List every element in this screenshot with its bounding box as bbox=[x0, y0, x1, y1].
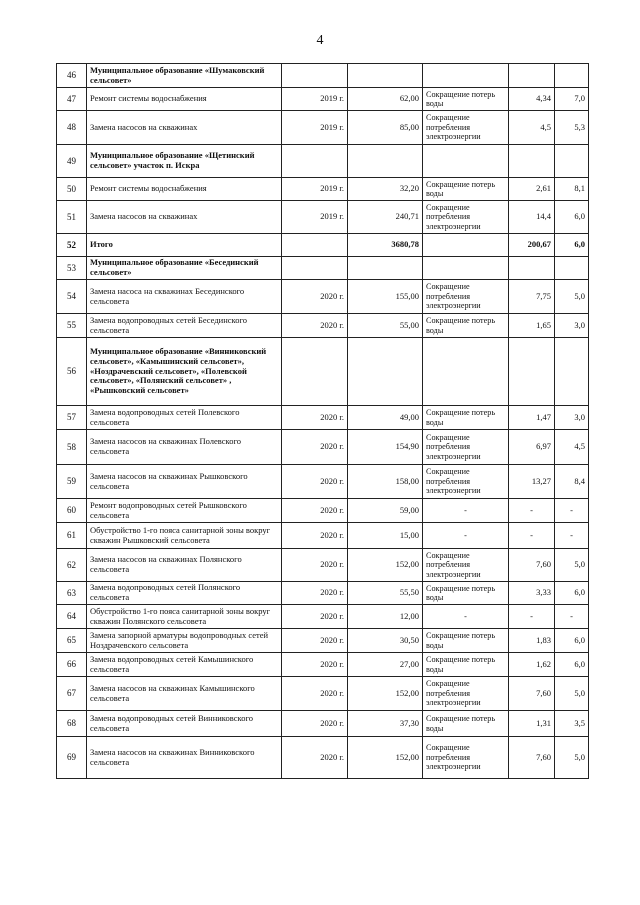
payback-cell: 3,5 bbox=[555, 711, 589, 737]
measure-name-cell: Обустройство 1-го пояса санитарной зоны вокруг скважин Рышковский сельсовета bbox=[87, 523, 282, 549]
saving-cell: 14,4 bbox=[509, 201, 555, 234]
table-row bbox=[57, 677, 589, 711]
measure-name-cell: Замена насосов на скважинах Камышинского сельсовета bbox=[87, 677, 282, 711]
row-number-cell: 52 bbox=[57, 234, 87, 257]
cost-cell: 37,30 bbox=[348, 711, 423, 737]
section-row bbox=[57, 338, 589, 406]
row-number-cell: 61 bbox=[57, 523, 87, 549]
cost-cell: 12,00 bbox=[348, 605, 423, 629]
measure-name-cell: Муниципальное образование «Винниковский сельсовет», «Камышинский сельсовет», «Ноздрачевский сельсовет», «Полевской сельсовет», «Полянский сельсовет» , «Рышковский сельсовет» bbox=[87, 338, 282, 406]
row-number-cell: 47 bbox=[57, 88, 87, 111]
table-row bbox=[57, 605, 589, 629]
effect-cell: - bbox=[423, 499, 509, 523]
year-cell: 2020 г. bbox=[282, 582, 348, 605]
saving-cell bbox=[509, 64, 555, 88]
payback-cell bbox=[555, 257, 589, 280]
saving-cell bbox=[509, 257, 555, 280]
year-cell: 2020 г. bbox=[282, 499, 348, 523]
row-number-cell: 53 bbox=[57, 257, 87, 280]
section-row bbox=[57, 64, 589, 88]
payback-cell: 8,4 bbox=[555, 465, 589, 499]
payback-cell: 8,1 bbox=[555, 178, 589, 201]
measure-name-cell: Замена водопроводных сетей Полевского сельсовета bbox=[87, 406, 282, 430]
row-number-cell: 54 bbox=[57, 280, 87, 314]
row-number-cell: 66 bbox=[57, 653, 87, 677]
cost-cell bbox=[348, 257, 423, 280]
cost-cell: 59,00 bbox=[348, 499, 423, 523]
payback-cell: 5,0 bbox=[555, 549, 589, 582]
year-cell: 2019 г. bbox=[282, 88, 348, 111]
saving-cell: - bbox=[509, 499, 555, 523]
cost-cell: 49,00 bbox=[348, 406, 423, 430]
measure-name-cell: Обустройство 1-го пояса санитарной зоны вокруг скважин Полянского сельсовета bbox=[87, 605, 282, 629]
saving-cell bbox=[509, 338, 555, 406]
cost-cell bbox=[348, 145, 423, 178]
year-cell: 2020 г. bbox=[282, 406, 348, 430]
effect-cell bbox=[423, 338, 509, 406]
year-cell: 2020 г. bbox=[282, 280, 348, 314]
effect-cell: Сокращение потерь воды bbox=[423, 88, 509, 111]
payback-cell: 6,0 bbox=[555, 582, 589, 605]
payback-cell: 3,0 bbox=[555, 314, 589, 338]
measure-name-cell: Муниципальное образование «Бесединский сельсовет» bbox=[87, 257, 282, 280]
payback-cell bbox=[555, 145, 589, 178]
effect-cell: Сокращение потребления электроэнергии bbox=[423, 111, 509, 145]
saving-cell: 1,47 bbox=[509, 406, 555, 430]
row-number-cell: 68 bbox=[57, 711, 87, 737]
cost-cell: 55,00 bbox=[348, 314, 423, 338]
saving-cell: 7,60 bbox=[509, 549, 555, 582]
effect-cell: Сокращение потребления электроэнергии bbox=[423, 465, 509, 499]
table-row bbox=[57, 549, 589, 582]
cost-cell: 240,71 bbox=[348, 201, 423, 234]
payback-cell: 6,0 bbox=[555, 201, 589, 234]
cost-cell: 27,00 bbox=[348, 653, 423, 677]
effect-cell: Сокращение потерь воды bbox=[423, 653, 509, 677]
saving-cell: 1,65 bbox=[509, 314, 555, 338]
measure-name-cell: Ремонт водопроводных сетей Рышковского сельсовета bbox=[87, 499, 282, 523]
measure-name-cell: Замена насосов на скважинах Винниковского сельсовета bbox=[87, 737, 282, 779]
table-row bbox=[57, 314, 589, 338]
saving-cell: 3,33 bbox=[509, 582, 555, 605]
cost-cell: 152,00 bbox=[348, 737, 423, 779]
row-number-cell: 59 bbox=[57, 465, 87, 499]
table-row bbox=[57, 201, 589, 234]
table-row bbox=[57, 737, 589, 779]
payback-cell: - bbox=[555, 523, 589, 549]
saving-cell: 4,34 bbox=[509, 88, 555, 111]
year-cell: 2019 г. bbox=[282, 111, 348, 145]
cost-cell: 32,20 bbox=[348, 178, 423, 201]
effect-cell: Сокращение потерь воды bbox=[423, 314, 509, 338]
measure-name-cell: Ремонт системы водоснабжения bbox=[87, 178, 282, 201]
cost-cell: 30,50 bbox=[348, 629, 423, 653]
measure-name-cell: Замена запорной арматуры водопроводных сетей Ноздрачевского сельсовета bbox=[87, 629, 282, 653]
row-number-cell: 46 bbox=[57, 64, 87, 88]
year-cell bbox=[282, 234, 348, 257]
cost-cell bbox=[348, 64, 423, 88]
row-number-cell: 67 bbox=[57, 677, 87, 711]
table-row bbox=[57, 653, 589, 677]
cost-cell: 158,00 bbox=[348, 465, 423, 499]
cost-cell: 154,90 bbox=[348, 430, 423, 465]
table-body bbox=[57, 64, 589, 779]
year-cell: 2020 г. bbox=[282, 605, 348, 629]
year-cell bbox=[282, 145, 348, 178]
effect-cell: Сокращение потребления электроэнергии bbox=[423, 430, 509, 465]
measure-name-cell: Замена насосов на скважинах bbox=[87, 201, 282, 234]
saving-cell: 7,60 bbox=[509, 737, 555, 779]
row-number-cell: 63 bbox=[57, 582, 87, 605]
saving-cell: 7,75 bbox=[509, 280, 555, 314]
row-number-cell: 51 bbox=[57, 201, 87, 234]
year-cell: 2020 г. bbox=[282, 737, 348, 779]
year-cell: 2020 г. bbox=[282, 711, 348, 737]
payback-cell: 6,0 bbox=[555, 234, 589, 257]
effect-cell: Сокращение потерь воды bbox=[423, 178, 509, 201]
payback-cell bbox=[555, 338, 589, 406]
measure-name-cell: Замена водопроводных сетей Винниковского сельсовета bbox=[87, 711, 282, 737]
row-number-cell: 57 bbox=[57, 406, 87, 430]
saving-cell: 200,67 bbox=[509, 234, 555, 257]
table-row bbox=[57, 582, 589, 605]
effect-cell bbox=[423, 145, 509, 178]
table-row bbox=[57, 111, 589, 145]
table-row bbox=[57, 629, 589, 653]
saving-cell: - bbox=[509, 523, 555, 549]
cost-cell: 3680,78 bbox=[348, 234, 423, 257]
measure-name-cell: Замена водопроводных сетей Камышинского сельсовета bbox=[87, 653, 282, 677]
effect-cell: - bbox=[423, 605, 509, 629]
year-cell: 2020 г. bbox=[282, 677, 348, 711]
cost-cell: 152,00 bbox=[348, 677, 423, 711]
saving-cell bbox=[509, 145, 555, 178]
row-number-cell: 48 bbox=[57, 111, 87, 145]
table-row bbox=[57, 406, 589, 430]
payback-cell: 5,0 bbox=[555, 737, 589, 779]
effect-cell bbox=[423, 257, 509, 280]
effect-cell: Сокращение потребления электроэнергии bbox=[423, 280, 509, 314]
payback-cell: 3,0 bbox=[555, 406, 589, 430]
row-number-cell: 58 bbox=[57, 430, 87, 465]
payback-cell: 6,0 bbox=[555, 653, 589, 677]
measure-name-cell: Ремонт системы водоснабжения bbox=[87, 88, 282, 111]
effect-cell: Сокращение потребления электроэнергии bbox=[423, 737, 509, 779]
measures-table bbox=[56, 63, 589, 779]
payback-cell: 4,5 bbox=[555, 430, 589, 465]
measure-name-cell: Итого bbox=[87, 234, 282, 257]
year-cell: 2020 г. bbox=[282, 465, 348, 499]
row-number-cell: 56 bbox=[57, 338, 87, 406]
payback-cell: 5,0 bbox=[555, 677, 589, 711]
saving-cell: - bbox=[509, 605, 555, 629]
section-row bbox=[57, 257, 589, 280]
cost-cell: 62,00 bbox=[348, 88, 423, 111]
year-cell bbox=[282, 64, 348, 88]
row-number-cell: 60 bbox=[57, 499, 87, 523]
measure-name-cell: Замена водопроводных сетей Полянского сельсовета bbox=[87, 582, 282, 605]
effect-cell: Сокращение потребления электроэнергии bbox=[423, 549, 509, 582]
cost-cell: 85,00 bbox=[348, 111, 423, 145]
row-number-cell: 69 bbox=[57, 737, 87, 779]
measure-name-cell: Замена водопроводных сетей Бесединского сельсовета bbox=[87, 314, 282, 338]
year-cell bbox=[282, 338, 348, 406]
saving-cell: 7,60 bbox=[509, 677, 555, 711]
saving-cell: 1,62 bbox=[509, 653, 555, 677]
table-row bbox=[57, 280, 589, 314]
row-number-cell: 62 bbox=[57, 549, 87, 582]
year-cell: 2019 г. bbox=[282, 201, 348, 234]
table-row bbox=[57, 711, 589, 737]
measure-name-cell: Замена насосов на скважинах Рышковского сельсовета bbox=[87, 465, 282, 499]
row-number-cell: 64 bbox=[57, 605, 87, 629]
payback-cell: 7,0 bbox=[555, 88, 589, 111]
table-row bbox=[57, 499, 589, 523]
row-number-cell: 50 bbox=[57, 178, 87, 201]
effect-cell: Сокращение потребления электроэнергии bbox=[423, 677, 509, 711]
year-cell: 2020 г. bbox=[282, 653, 348, 677]
effect-cell: Сокращение потерь воды bbox=[423, 406, 509, 430]
table-row bbox=[57, 430, 589, 465]
year-cell: 2020 г. bbox=[282, 430, 348, 465]
row-number-cell: 65 bbox=[57, 629, 87, 653]
payback-cell: - bbox=[555, 499, 589, 523]
year-cell: 2020 г. bbox=[282, 314, 348, 338]
effect-cell bbox=[423, 64, 509, 88]
cost-cell: 155,00 bbox=[348, 280, 423, 314]
measure-name-cell: Замена насосов на скважинах Полевского сельсовета bbox=[87, 430, 282, 465]
saving-cell: 1,31 bbox=[509, 711, 555, 737]
table-row bbox=[57, 523, 589, 549]
saving-cell: 13,27 bbox=[509, 465, 555, 499]
saving-cell: 4,5 bbox=[509, 111, 555, 145]
cost-cell bbox=[348, 338, 423, 406]
measure-name-cell: Замена насосов на скважинах Полянского сельсовета bbox=[87, 549, 282, 582]
table-row bbox=[57, 178, 589, 201]
payback-cell: 5,3 bbox=[555, 111, 589, 145]
year-cell: 2019 г. bbox=[282, 178, 348, 201]
cost-cell: 152,00 bbox=[348, 549, 423, 582]
section-row bbox=[57, 145, 589, 178]
effect-cell: Сокращение потерь воды bbox=[423, 711, 509, 737]
cost-cell: 55,50 bbox=[348, 582, 423, 605]
effect-cell: Сокращение потребления электроэнергии bbox=[423, 201, 509, 234]
measure-name-cell: Замена насосов на скважинах bbox=[87, 111, 282, 145]
year-cell bbox=[282, 257, 348, 280]
page-number: 4 bbox=[316, 33, 324, 48]
row-number-cell: 55 bbox=[57, 314, 87, 338]
effect-cell: - bbox=[423, 523, 509, 549]
effect-cell: Сокращение потерь воды bbox=[423, 629, 509, 653]
saving-cell: 1,83 bbox=[509, 629, 555, 653]
measure-name-cell: Муниципальное образование «Шумаковский сельсовет» bbox=[87, 64, 282, 88]
payback-cell bbox=[555, 64, 589, 88]
payback-cell: 6,0 bbox=[555, 629, 589, 653]
saving-cell: 6,97 bbox=[509, 430, 555, 465]
payback-cell: - bbox=[555, 605, 589, 629]
measure-name-cell: Муниципальное образование «Щетинский сельсовет» участок п. Искра bbox=[87, 145, 282, 178]
row-number-cell: 49 bbox=[57, 145, 87, 178]
total-row bbox=[57, 234, 589, 257]
year-cell: 2020 г. bbox=[282, 629, 348, 653]
year-cell: 2020 г. bbox=[282, 549, 348, 582]
payback-cell: 5,0 bbox=[555, 280, 589, 314]
table-row bbox=[57, 88, 589, 111]
cost-cell: 15,00 bbox=[348, 523, 423, 549]
effect-cell: Сокращение потерь воды bbox=[423, 582, 509, 605]
year-cell: 2020 г. bbox=[282, 523, 348, 549]
table-row bbox=[57, 465, 589, 499]
effect-cell bbox=[423, 234, 509, 257]
saving-cell: 2,61 bbox=[509, 178, 555, 201]
measure-name-cell: Замена насоса на скважинах Бесединского сельсовета bbox=[87, 280, 282, 314]
